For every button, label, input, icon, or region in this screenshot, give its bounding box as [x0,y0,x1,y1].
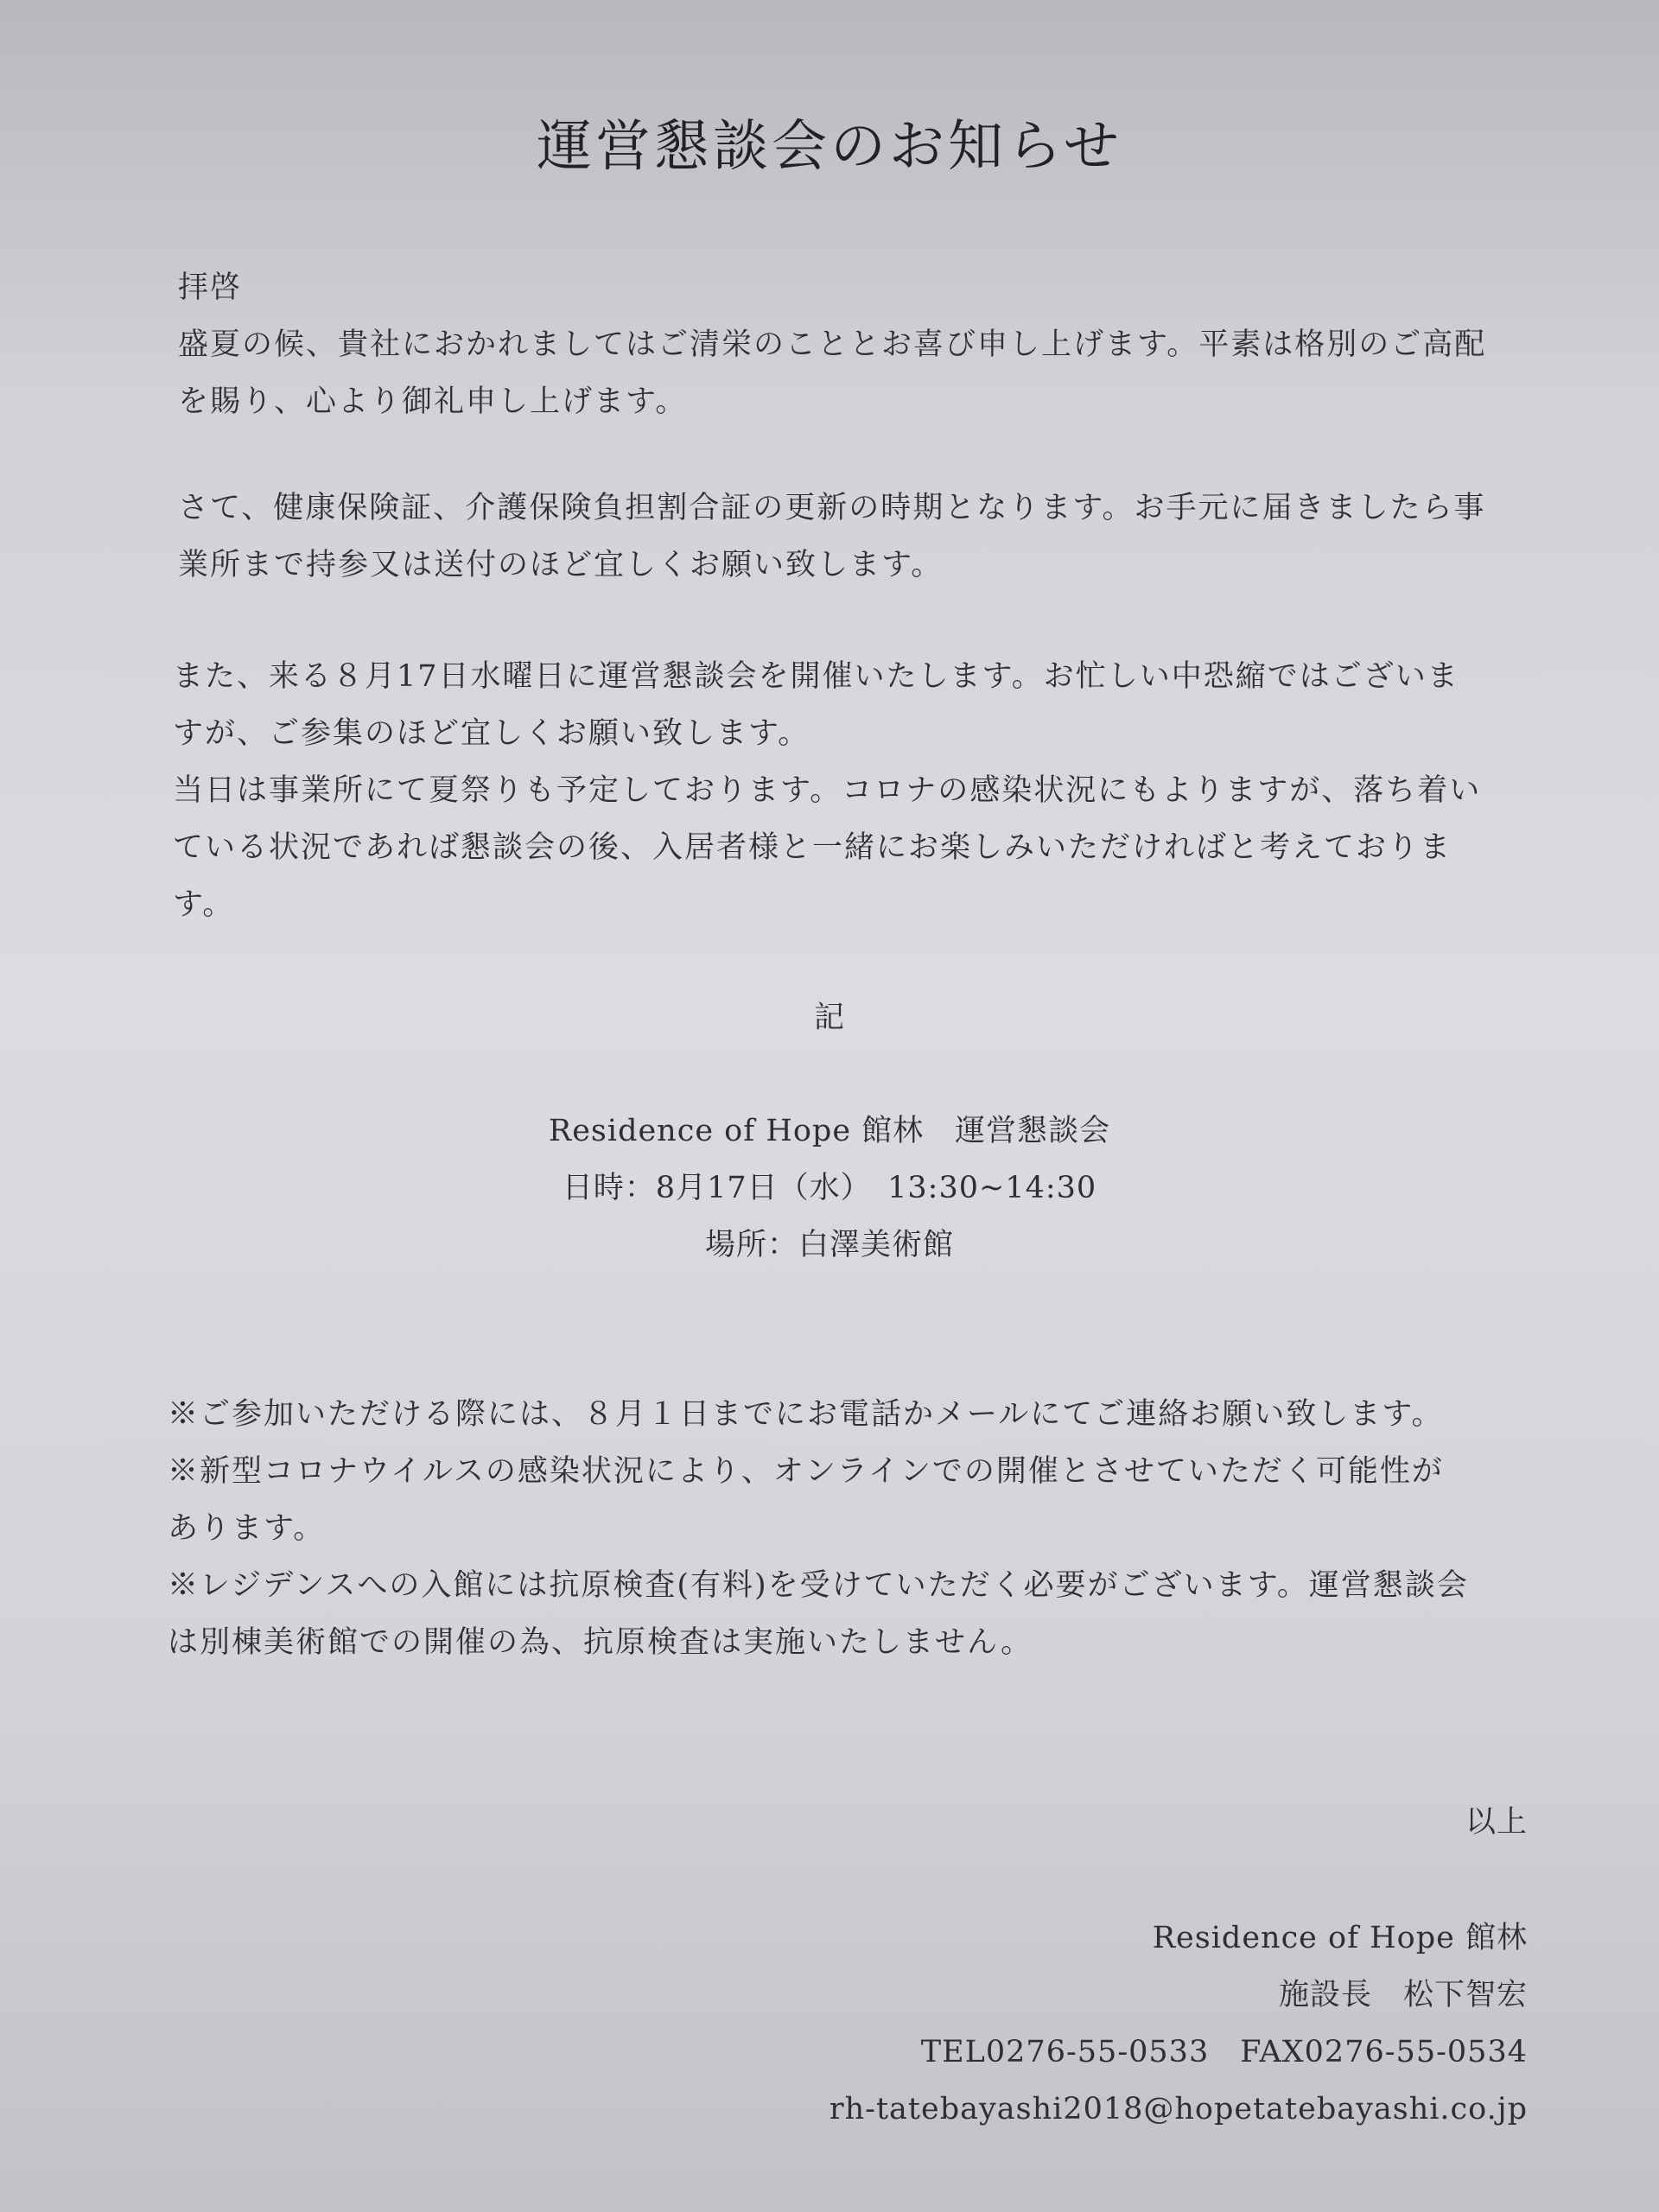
paragraph-line: さて、健康保険証、介護保険負担割合証の更新の時期となります。お手元に届きましたら事 [178,491,1486,525]
paragraph-line: 当日は事業所にて夏祭りも予定しております。コロナの感染状況にもよりますが、落ち着い [173,773,1482,808]
document-title: 運営懇談会のお知らせ [536,115,1123,179]
sender-email: rh-tatebayashi2018@hopetatebayashi.co.jp [829,2092,1528,2126]
sender-contact: TEL0276-55-0533 FAX0276-55-0534 [920,2035,1528,2069]
paragraph-line: すが、ご参集のほど宜しくお願い致します。 [173,716,810,751]
event-name: Residence of Hope 館林 運営懇談会 [548,1114,1111,1148]
note-line: ※レジデンスへの入館には抗原検査(有料)を受けていただく必要がございます。運営懇談会 [168,1568,1469,1603]
paragraph-line: す。 [173,887,235,922]
paragraph-line: を賜り、心より御礼申し上げます。 [178,385,688,419]
event-datetime: 日時：8月17日（水） 13:30~14:30 [562,1171,1097,1205]
paragraph-line: ている状況であれば懇談会の後、入居者様と一緒にお楽しみいただければと考えておりま [173,830,1452,865]
salutation: 拝啓 [178,270,243,305]
paragraph-line: 業所まで持参又は送付のほど宜しくお願い致します。 [178,548,944,582]
ki-heading: 記 [813,1001,845,1035]
sender-org: Residence of Hope 館林 [1152,1921,1528,1955]
closing: 以上 [1465,1805,1528,1840]
note-line: ※ご参加いただける際には、８月１日までにお電話かメールにてご連絡お願い致します。 [168,1397,1444,1432]
paragraph-meeting [173,648,1525,933]
paragraph-line: 盛夏の候、貴社におかれましてはご清栄のこととお喜び申し上げます。平素は格別のご高配 [178,327,1487,362]
note-line: ※新型コロナウイルスの感染状況により、オンラインでの開催とさせていただく可能性が [168,1454,1444,1489]
paragraph-insurance [178,480,1530,594]
event-place: 場所：白澤美術館 [704,1228,954,1262]
notes-block [168,1386,1537,1671]
paragraph-line: また、来る８月17日水曜日に運営懇談会を開催いたします。お忙しい中恐縮ではございま [173,659,1459,694]
sender-person: 施設長 松下智宏 [1278,1978,1528,2012]
paragraph-greeting [178,316,1530,430]
note-line: あります。 [168,1511,326,1546]
note-line: は別棟美術館での開催の為、抗原検査は実施いたしません。 [168,1625,1033,1660]
